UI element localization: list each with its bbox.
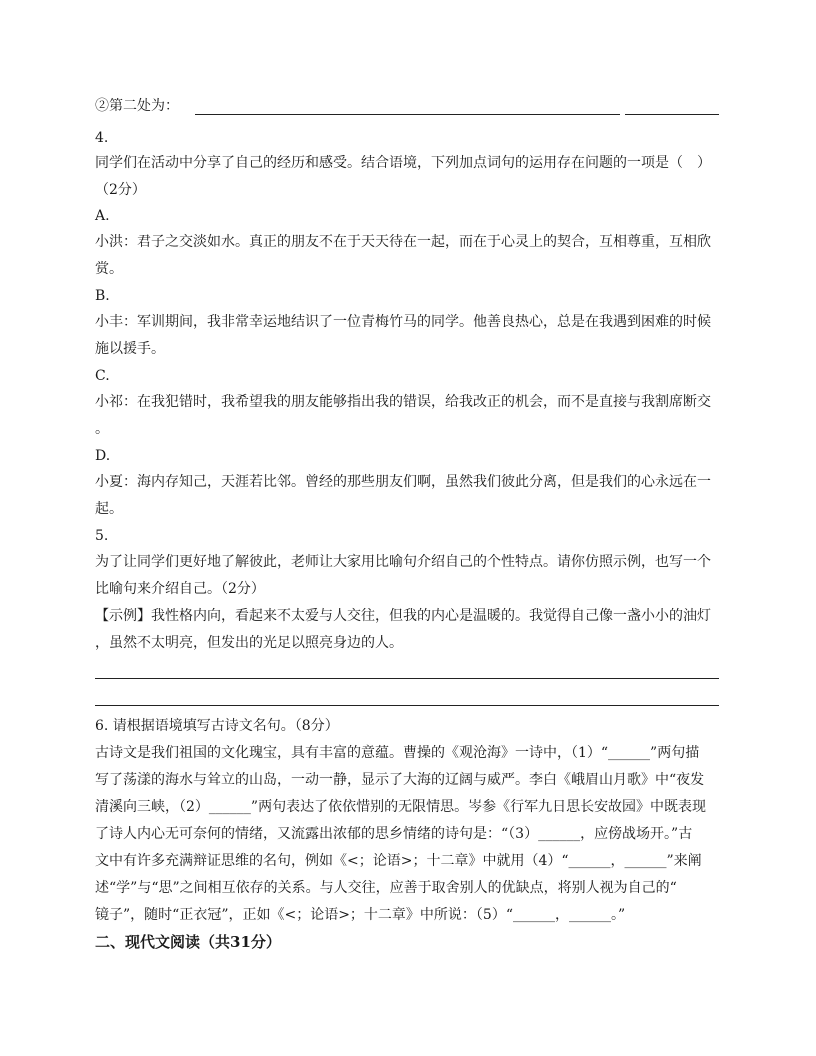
option-c-text-cont: 。 [95,421,109,437]
answer-blank-line-short[interactable] [625,114,719,115]
answer-line-1[interactable] [95,678,719,679]
option-c-text: 小祁：在我犯错时，我希望我的朋友能够指出我的错误，给我改正的机会，而不是直接与我割席断交 [95,394,711,410]
option-a-letter: A. [95,208,110,224]
q6-title: 6. 请根据语境填写古诗文名句。（8分） [95,718,339,734]
section-heading: 二、现代文阅读（共31分） [95,933,281,951]
option-a-text: 小洪：君子之交淡如水。真正的朋友不在于天天待在一起，而在于心灵上的契合，互相尊重，互相欣 [95,234,711,250]
option-d-text: 小夏：海内存知己，天涯若比邻。曾经的那些朋友们啊，虽然我们彼此分离，但是我们的心永远在一 [95,474,711,490]
option-c-letter: C. [95,368,110,384]
option-b-letter: B. [95,288,110,304]
q4-number: 4. [95,130,109,146]
q4-score: （2分） [95,182,146,198]
q6-text-line: 古诗文是我们祖国的文化瑰宝，具有丰富的意蕴。曹操的《观沧海》一诗中，（1）“______”两句描 [95,745,700,761]
option-b-text: 小丰：军训期间，我非常幸运地结识了一位青梅竹马的同学。他善良热心，总是在我遇到困难的时候 [95,314,711,330]
answer-blank-line[interactable] [195,114,620,115]
q4-stem: 同学们在活动中分享了自己的经历和感受。结合语境，下列加点词句的运用存在问题的一项是（ ） [95,155,711,171]
q5-stem-cont: 比喻句来介绍自己。（2分） [95,581,265,597]
q5-stem: 为了让同学们更好地了解彼此，老师让大家用比喻句介绍自己的个性特点。请你仿照示例，也写一个 [95,554,711,570]
q6-text-line: 写了荡漾的海水与耸立的山岛，一动一静，显示了大海的辽阔与威严。李白《峨眉山月歌》中“夜发 [95,772,705,788]
option-b-text-cont: 施以援手。 [95,341,165,357]
answer-line-2[interactable] [95,705,719,706]
q3-second-answer-label: ②第二处为： [95,98,179,114]
option-a-text-cont: 赏。 [95,261,123,277]
q5-example: 【示例】我性格内向，看起来不太爱与人交往，但我的内心是温暖的。我觉得自己像一盏小小的油灯 [95,608,711,624]
q5-example-cont: ，虽然不太明亮，但发出的光足以照亮身边的人。 [95,635,403,651]
q6-text-line: 文中有许多充满辩证思维的名句，例如《<；论语>；十二章》中就用（4）“______，______”来阐 [95,853,702,869]
q6-text-line: 镜子”，随时“正衣冠”，正如《<；论语>；十二章》中所说：（5）“______，______。” [95,907,626,923]
option-d-text-cont: 起。 [95,501,123,517]
q6-text-line: 述“学”与“思”之间相互依存的关系。与人交往，应善于取舍别人的优缺点，将别人视为自己的“ [95,880,677,896]
option-d-letter: D. [95,448,111,464]
q5-number: 5. [95,528,109,544]
q6-text-line: 了诗人内心无可奈何的情绪，又流露出浓郁的思乡情绪的诗句是：“（3）______，应傍战场开。”古 [95,826,693,842]
q6-text-line: 清溪向三峡，（2）______”两句表达了依依惜别的无限情思。岑参《行军九日思长安故园》中既表现 [95,799,707,815]
